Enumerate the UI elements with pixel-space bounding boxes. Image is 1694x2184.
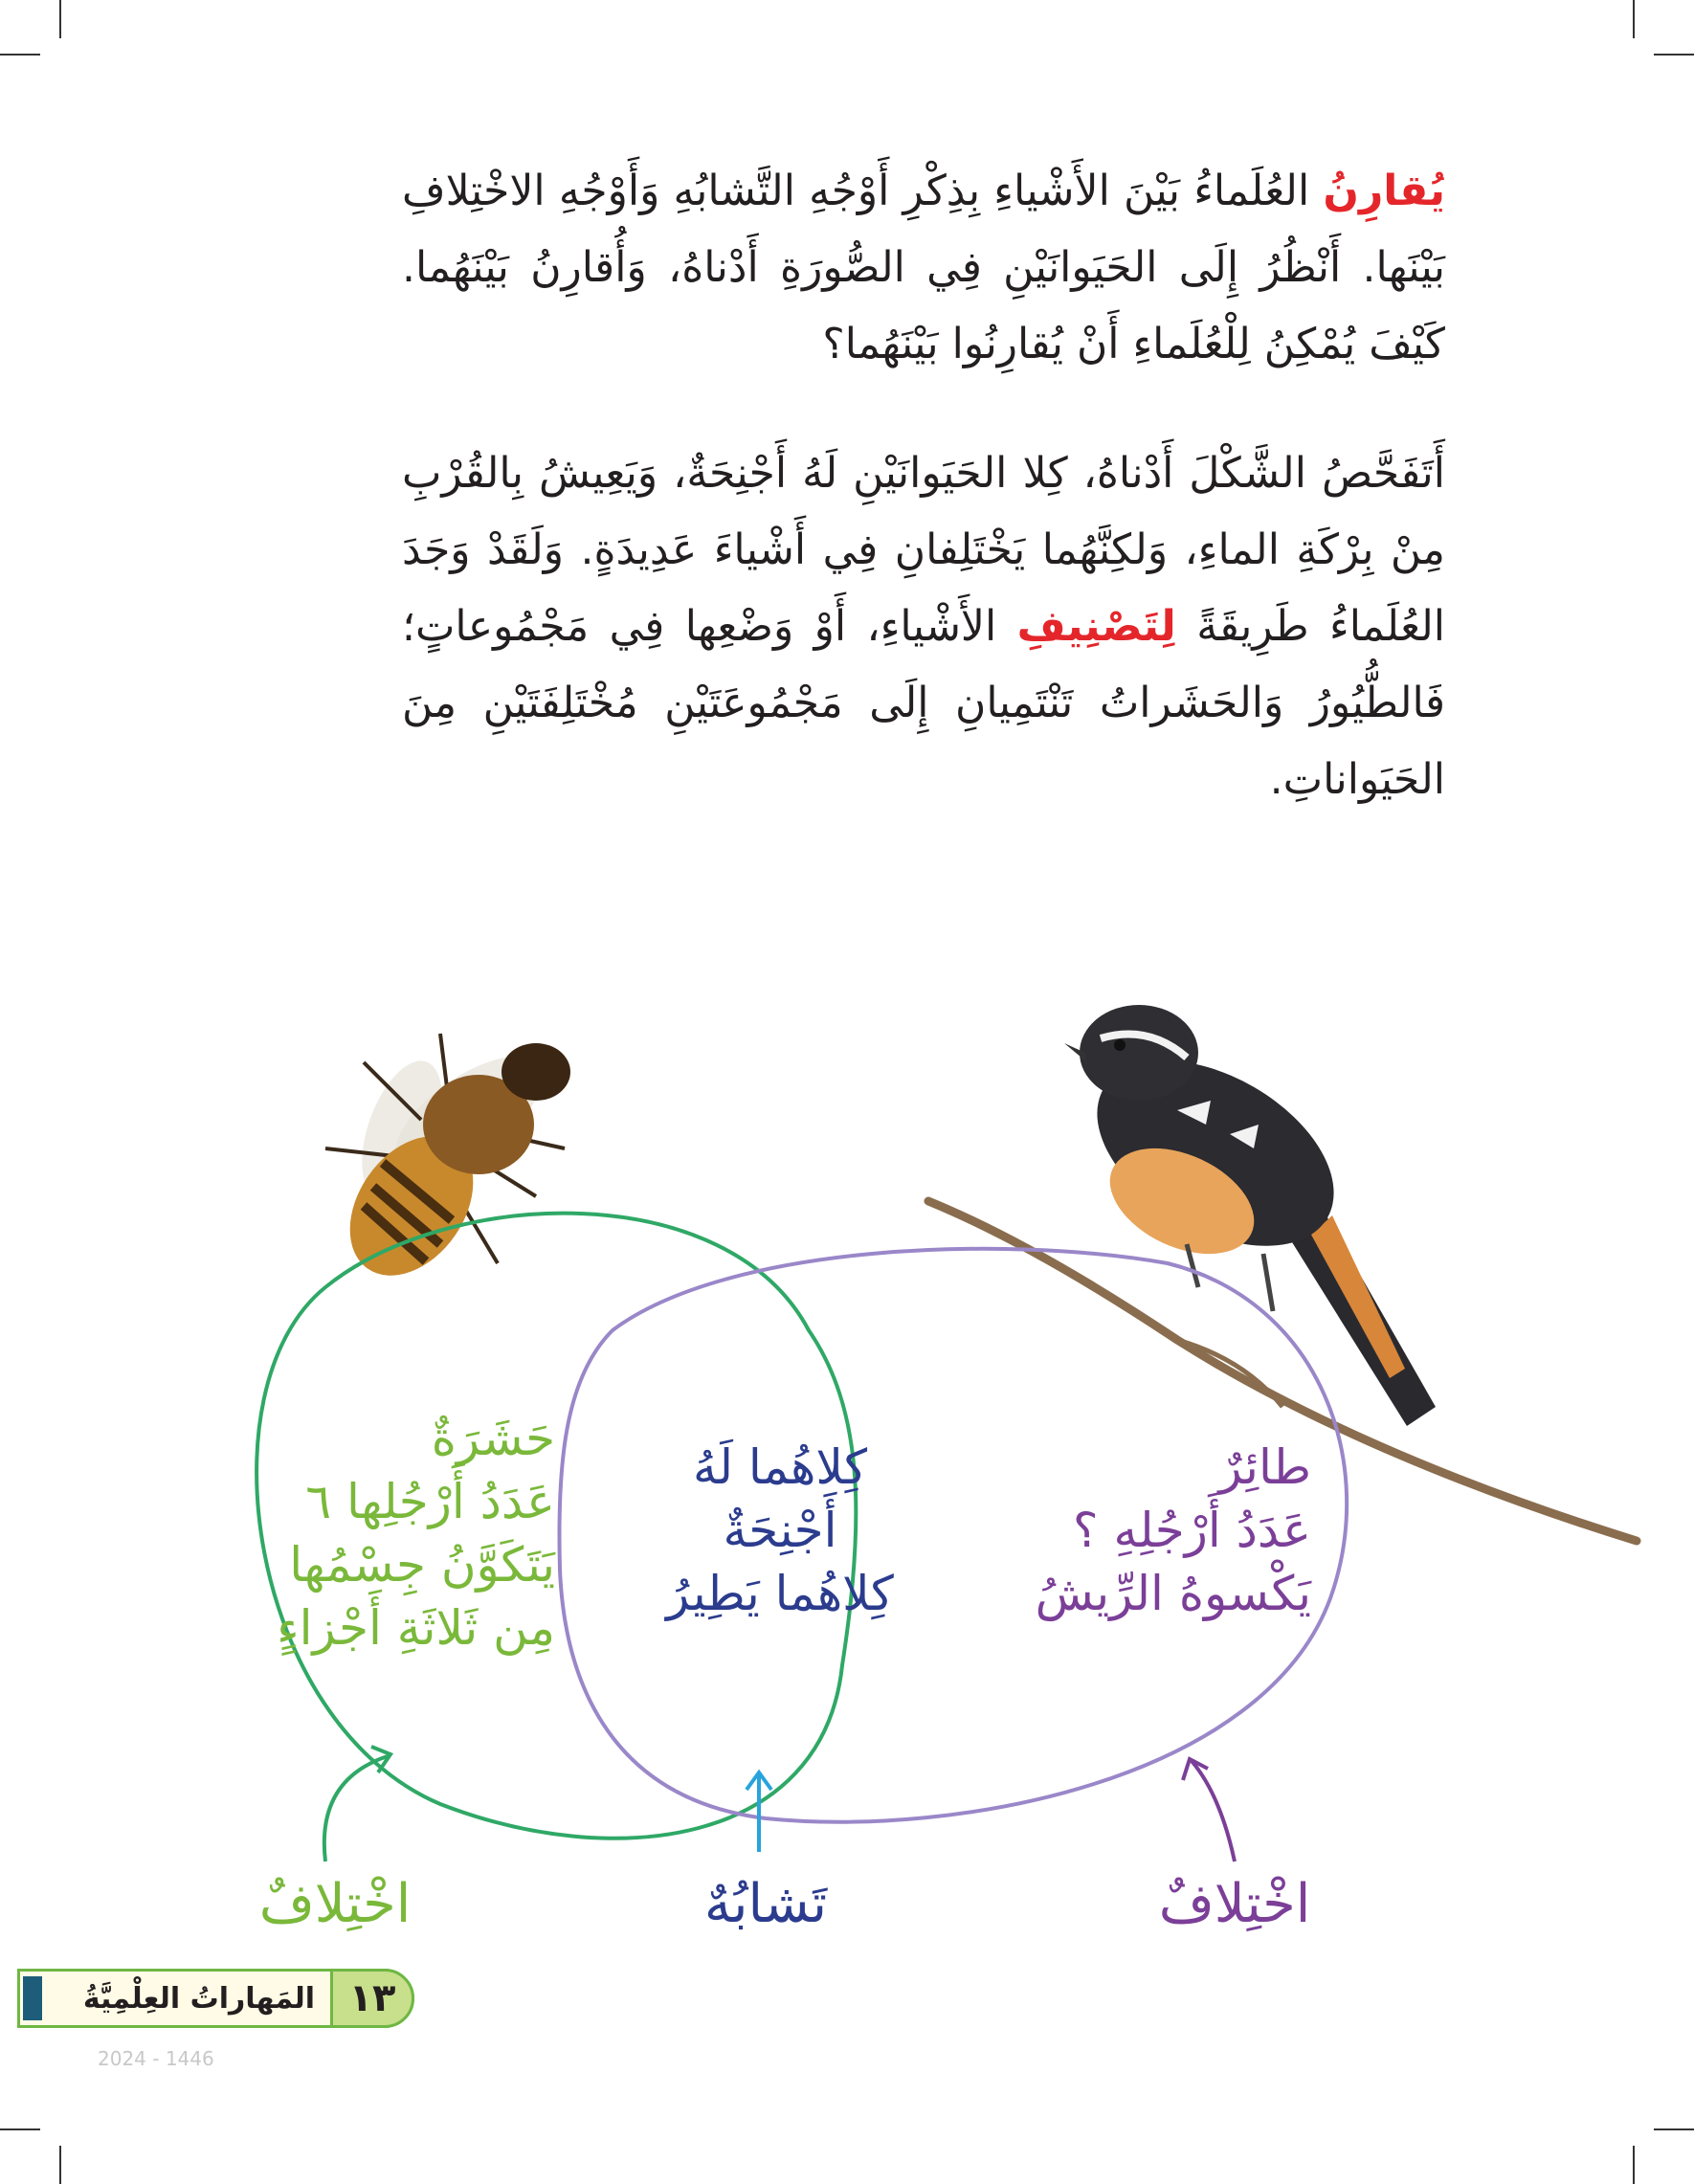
venn-right-line: طائِرٌ [1218,1439,1311,1495]
venn-middle-text [632,1436,928,1625]
keyword-compare: يُقارِنُ [1323,167,1445,215]
venn-middle-line: كِلاهُما يَطِيرُ [666,1566,894,1621]
classification-text-after: الأَشْياءِ، أَوْ وَضْعِها فِي مَجْمُوعاتٍ؛ فَالطُّيُورُ وَالحَشَراتُ تَنْتَمِيانِ إِلَى مَجْمُوعَتَيْنِ مُخْتَلِفَتَيْنِ مِنَ الحَيَواناتِ. [402,602,1445,804]
venn-left-text [258,1407,555,1660]
keyword-classify: لِتَصْنِيفِ [1016,602,1176,651]
classification-text-before: أَتَفَحَّصُ الشَّكْلَ أَدْناهُ، كِلا الحَيَوانَيْنِ لَهُ أَجْنِحَةٌ، وَيَعِيشُ بِالقُرْبِ مِنْ بِرْكَةِ الماءِ، وَلكِنَّهُما يَخْتَلِفانِ فِي أَشْياءَ عَدِيدَةٍ. وَلَقَدْ وَجَدَ العُلَماءُ طَرِيقَةً [402,449,1445,651]
venn-left-line: يَتَكَوَّنُ جِسْمُها [289,1537,555,1593]
bee-icon [324,1034,570,1299]
section-title: المَهاراتُ العِلْمِيَّةُ [82,1981,315,2016]
page-number: ١٣ [330,1969,414,2028]
label-difference-left: اخْتِلافٌ [258,1873,412,1935]
venn-right-line: عَدَدُ أَرْجُلِهِ ؟ [1073,1503,1311,1558]
right-arrow [1192,1761,1235,1861]
venn-right-line: يَكْسوهُ الرِّيشُ [1035,1566,1311,1621]
venn-left-line: حَشَرَةٌ [431,1411,555,1466]
venn-right-text [1014,1436,1311,1625]
venn-left-line: عَدَدُ أَرْجُلِها ٦ [305,1474,555,1529]
year-text: 2024 - 1446 [98,2047,214,2070]
venn-middle-line: أَجْنِحَةٌ [723,1503,837,1558]
venn-left-line: مِن ثَلاثَةِ أَجْزاءٍ [277,1600,555,1656]
page-footer [17,1969,414,2028]
venn-middle-line: كِلاهُما لَهُ [692,1439,868,1495]
intro-text: العُلَماءُ بَيْنَ الأَشْياءِ بِذِكْرِ أَوْجُهِ التَّشابُهِ وَأَوْجُهِ الاخْتِلافِ بَيْنَها. أَنْظُرُ إِلَى الحَيَوانَيْنِ فِي الصُّورَةِ أَدْناهُ، وَأُقارِنُ بَيْنَهُما. كَيْفَ يُمْكِنُ لِلْعُلَماءِ أَنْ يُقارِنُوا بَيْنَهُما؟ [402,167,1445,368]
label-similarity: تَشابُهٌ [703,1873,828,1935]
label-difference-right: اخْتِلافٌ [1158,1873,1311,1935]
